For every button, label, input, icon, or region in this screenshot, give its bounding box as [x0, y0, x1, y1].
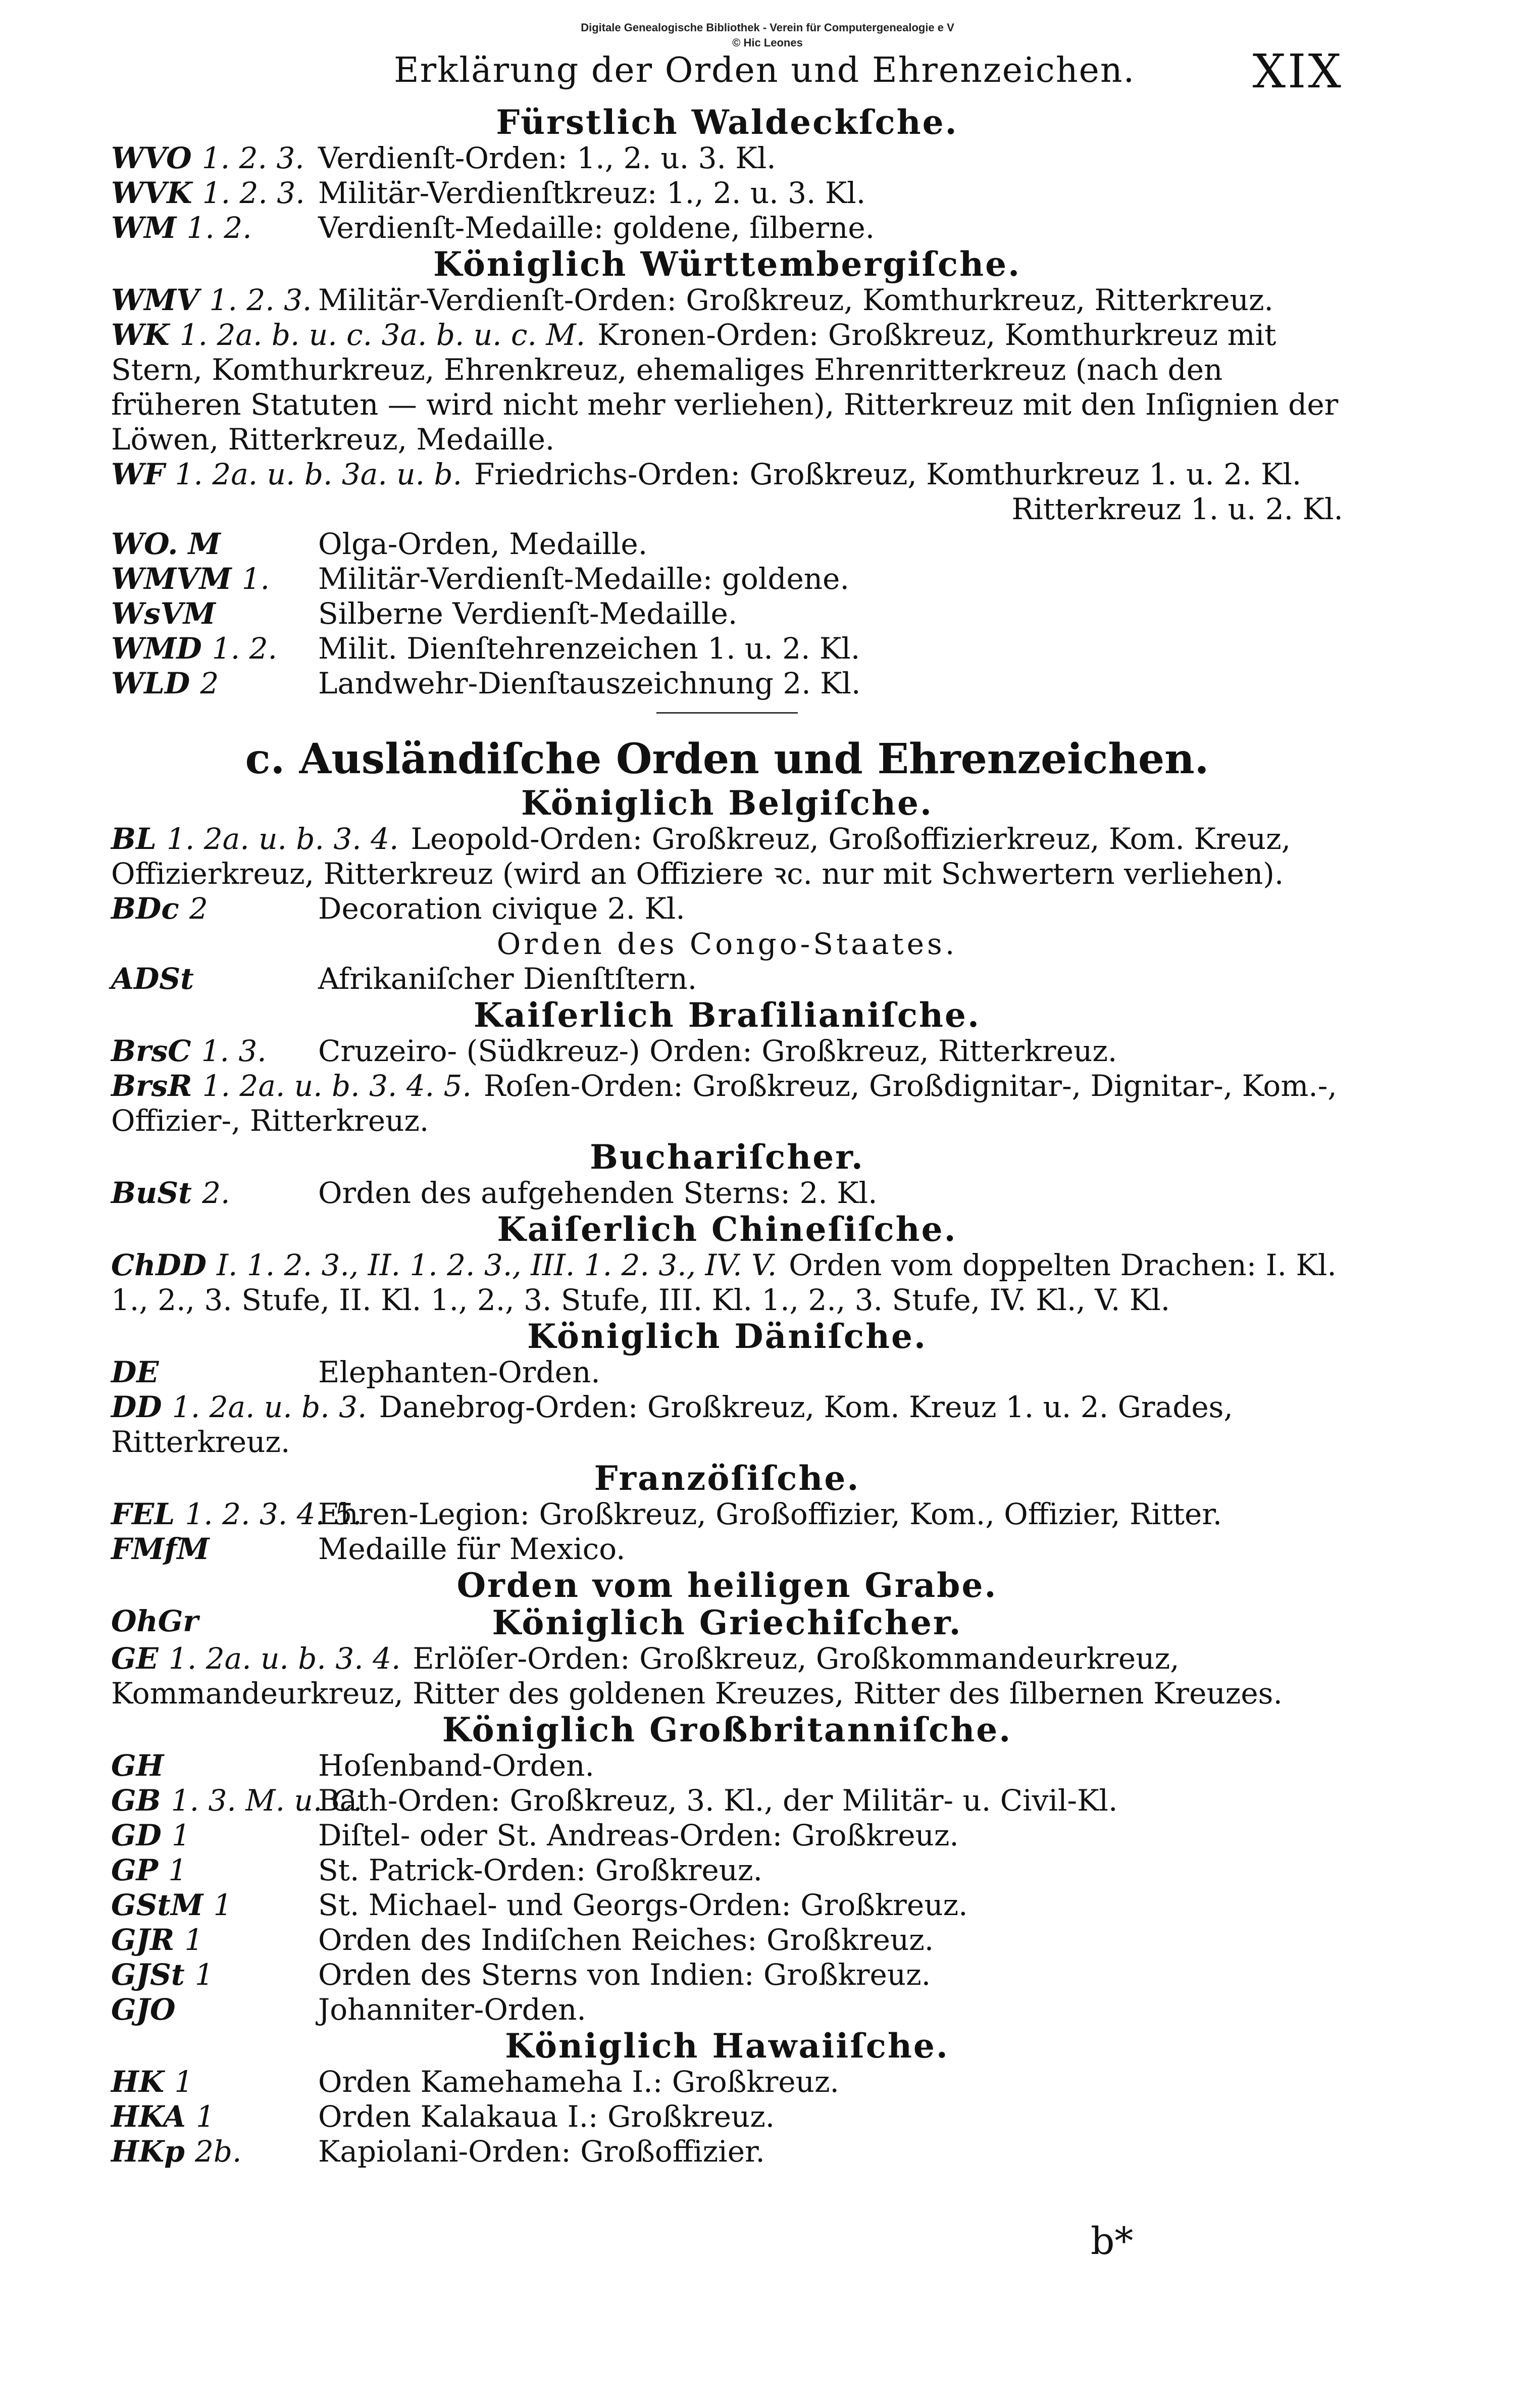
order-entry — [111, 1390, 1343, 1460]
order-description: Erlöſer-Orden: Großkreuz, Großkommandeurkreuz, Kommandeurkreuz, Ritter des goldenen Kreuzes, Ritter des ſilbernen Kreuzes. — [111, 1641, 1283, 1711]
abbr-grades: 1 — [196, 2099, 215, 2134]
watermark-line-1: Digitale Genealogische Bibliothek - Verein für Computergenealogie e V — [581, 21, 954, 34]
abbr-grades: 2 — [189, 891, 208, 926]
order-description: Ehren-Legion: Großkreuz, Großoffizier, Kom., Offizier, Ritter. — [318, 1497, 1222, 1531]
order-description: Cruzeiro- (Südkreuz-) Orden: Großkreuz, Ritterkreuz. — [318, 1034, 1117, 1068]
order-description: Landwehr-Dienſtauszeichnung 2. Kl. — [318, 666, 861, 700]
section-heading: Kaiſerlich Braſilianiſche. — [474, 995, 981, 1035]
order-abbreviation — [111, 1853, 313, 1888]
section-heading: Königlich Belgiſche. — [521, 783, 934, 823]
order-abbreviation — [111, 962, 313, 996]
abbr-grades: 1. 2a. u. b. 3. 4. — [167, 822, 399, 856]
order-abbreviation — [111, 2134, 313, 2169]
order-description: Decoration civique 2. Kl. — [318, 891, 685, 926]
section-heading: Orden des Congo-Staates. — [496, 927, 958, 961]
abbr-grades: 1 — [213, 1888, 232, 1922]
order-abbreviation — [111, 1748, 313, 1783]
order-abbreviation — [111, 1248, 777, 1282]
abbr-code: GH — [111, 1748, 164, 1783]
order-entry — [111, 527, 1343, 562]
order-description: Leopold-Orden: Großkreuz, Großoffizierkreuz, Kom. Kreuz, Offizierkreuz, Ritterkreuz (wird an Offiziere ꝛc. nur mit Schwertern verliehen). — [111, 822, 1291, 891]
watermark-line-2: © Hic Leones — [732, 36, 803, 49]
order-description: Militär-Verdienſt-Orden: Großkreuz, Komthurkreuz, Ritterkreuz. — [318, 283, 1273, 317]
part-title: c. Ausländiſche Orden und Ehrenzeichen. — [245, 735, 1209, 783]
abbr-code: BrsC — [111, 1034, 201, 1068]
abbr-grades: 1. 2. 3. — [209, 283, 312, 317]
section-heading: Kaiſerlich Chineſiſche. — [497, 1210, 957, 1249]
abbr-code: WM — [111, 211, 187, 245]
abbr-code: GJSt — [111, 1958, 195, 1992]
order-description: Orden Kalakaua I.: Großkreuz. — [318, 2099, 775, 2134]
order-description: Orden des Sterns von Indien: Großkreuz. — [318, 1958, 931, 1992]
signature-mark: b* — [1091, 2220, 1134, 2263]
order-entry — [111, 1992, 1343, 2027]
abbr-grades: I. 1. 2. 3., II. 1. 2. 3., III. 1. 2. 3., IV. V. — [217, 1248, 777, 1282]
abbr-grades: 1. 2. — [186, 211, 252, 245]
abbr-code: HK — [111, 2065, 175, 2099]
order-abbreviation — [111, 1497, 362, 1532]
order-abbreviation — [111, 1176, 313, 1211]
order-description-continued: Ritterkreuz 1. u. 2. Kl. — [1011, 492, 1343, 526]
abbr-code: FMfM — [111, 1532, 210, 1566]
abbr-code: GJR — [111, 1923, 185, 1957]
order-description: Militär-Verdienſt-Medaille: goldene. — [318, 562, 849, 596]
order-description: Kapiolani-Orden: Großoffizier. — [318, 2134, 765, 2169]
order-entry — [111, 962, 1343, 996]
abbr-grades: 1. 2a. u. b. 3a. u. b. — [175, 457, 463, 491]
section-heading: Buchariſcher. — [590, 1137, 864, 1177]
order-description: Bath-Orden: Großkreuz, 3. Kl., der Militär- u. Civil-Kl. — [318, 1783, 1118, 1818]
abbr-grades: 1. 2. 3. — [201, 141, 304, 175]
abbr-grades: 2 — [200, 666, 219, 700]
order-entry — [111, 1355, 1343, 1390]
order-entry — [111, 1034, 1343, 1069]
abbr-grades: 1 — [168, 1853, 187, 1887]
abbr-code: BuSt — [111, 1176, 202, 1210]
order-description: Kronen-Orden: Großkreuz, Komthurkreuz mit Stern, Komthurkreuz, Ehrenkreuz, ehemaliges Ehrenritterkreuz (nach den früheren Statuten — wird nicht mehr verliehen), Ritterkreuz mit den Inſignien der Löwen, Ritterkreuz, Medaille. — [111, 318, 1339, 457]
order-abbreviation — [111, 457, 462, 491]
order-abbreviation — [111, 1034, 313, 1069]
order-abbreviation — [111, 1888, 313, 1923]
section-heading: Königlich Großbritanniſche. — [442, 1710, 1012, 1749]
abbr-grades: 1. 2. 3. — [202, 176, 305, 210]
abbr-grades: 1. — [241, 562, 270, 596]
order-description: Orden des Indiſchen Reiches: Großkreuz. — [318, 1923, 934, 1957]
order-description: Verdienſt-Orden: 1., 2. u. 3. Kl. — [318, 141, 776, 175]
order-abbreviation — [111, 1818, 313, 1853]
order-entry — [111, 1176, 1343, 1211]
abbr-code: BrsR — [111, 1069, 202, 1103]
abbr-code: DD — [111, 1390, 172, 1424]
order-description: Danebrog-Orden: Großkreuz, Kom. Kreuz 1. u. 2. Grades, Ritterkreuz. — [111, 1390, 1233, 1459]
order-entry — [111, 176, 1343, 211]
order-entry — [111, 141, 1343, 176]
order-description: Orden vom doppelten Drachen: I. Kl. 1., 2., 3. Stufe, II. Kl. 1., 2., 3. Stufe, III. Kl. 1., 2., 3. Stufe, IV. Kl., V. Kl. — [111, 1248, 1337, 1317]
abbr-grades: 1. 2. 3. 4. 5. — [185, 1497, 362, 1531]
order-entry — [111, 822, 1343, 891]
abbr-grades: 1. 2a. u. b. 3. 4. 5. — [202, 1069, 472, 1103]
order-abbreviation — [111, 822, 398, 856]
abbr-grades: 1. 2a. u. b. 3. — [172, 1390, 367, 1424]
abbr-code: WK — [111, 318, 180, 352]
order-abbreviation — [111, 318, 585, 352]
abbr-code: WF — [111, 457, 175, 491]
order-abbreviation — [111, 141, 313, 176]
section-heading: Fürstlich Waldeckſche. — [496, 103, 958, 142]
order-entry — [111, 1818, 1343, 1853]
abbr-code: DE — [111, 1355, 159, 1389]
order-abbreviation — [111, 631, 313, 666]
order-description: Friedrichs-Orden: Großkreuz, Komthurkreuz 1. u. 2. Kl. — [474, 457, 1302, 491]
order-entry — [111, 596, 1343, 631]
order-entry — [111, 2134, 1343, 2169]
section-heading: Königlich Hawaiiſche. — [505, 2026, 949, 2066]
order-description: Milit. Dienſtehrenzeichen 1. u. 2. Kl. — [318, 631, 860, 666]
abbr-code: WO. M — [111, 527, 221, 561]
section-heading: Königlich Däniſche. — [527, 1317, 928, 1356]
abbr-code: GE — [111, 1641, 169, 1676]
order-description: Roſen-Orden: Großkreuz, Großdignitar-, Dignitar-, Kom.-, Offizier-, Ritterkreuz. — [111, 1069, 1337, 1138]
order-entry — [111, 1248, 1343, 1318]
order-description: Orden des aufgehenden Sterns: 2. Kl. — [318, 1176, 878, 1210]
order-abbreviation — [111, 211, 313, 245]
order-description: St. Michael- und Georgs-Orden: Großkreuz. — [318, 1888, 968, 1922]
abbr-code: WMD — [111, 631, 212, 666]
order-entry — [111, 211, 1343, 245]
abbr-code: GD — [111, 1818, 172, 1852]
section-heading: Königlich Württembergiſche. — [433, 244, 1021, 284]
abbr-code: ADSt — [111, 962, 194, 996]
order-description: Medaille für Mexico. — [318, 1532, 626, 1566]
abbr-code: WLD — [111, 666, 200, 700]
abbr-code: WMV — [111, 283, 210, 317]
abbr-code: BDc — [111, 891, 189, 926]
abbr-grades: 1. 2a. b. u. c. 3a. b. u. c. M. — [179, 318, 586, 352]
section-divider — [656, 712, 798, 714]
page-title: Erklärung der Orden und Ehrenzeichen. — [394, 51, 1136, 90]
abbr-grades: 1. 3. — [201, 1034, 267, 1068]
order-abbreviation — [111, 1783, 363, 1818]
order-description: Olga-Orden, Medaille. — [318, 527, 648, 561]
order-entry — [111, 1641, 1343, 1711]
page-number: XIX — [1252, 44, 1343, 98]
order-entry — [111, 631, 1343, 666]
order-entry — [111, 666, 1343, 701]
abbr-code: ChDD — [111, 1248, 217, 1282]
order-abbreviation — [111, 283, 313, 318]
order-abbreviation — [111, 1532, 313, 1567]
order-entry — [111, 562, 1343, 596]
abbr-code: WVO — [111, 141, 202, 175]
order-abbreviation — [111, 1390, 367, 1424]
abbr-grades: 1. 3. M. u. C. — [171, 1783, 363, 1818]
abbr-grades: 1. 2a. u. b. 3. 4. — [168, 1641, 401, 1676]
order-entry — [111, 1853, 1343, 1888]
abbr-grades: 2. — [202, 1176, 230, 1210]
section-heading: Franzöſiſche. — [594, 1459, 860, 1498]
abbr-code: BL — [111, 822, 167, 856]
order-abbreviation — [111, 1604, 313, 1639]
abbr-grades: 1. 2. — [212, 631, 277, 666]
abbr-code: WsVM — [111, 596, 216, 631]
order-abbreviation — [111, 2065, 313, 2099]
page-content — [111, 104, 1343, 2169]
order-entry — [111, 2099, 1343, 2134]
abbr-code: FEL — [111, 1497, 185, 1531]
order-description: Diſtel- oder St. Andreas-Orden: Großkreuz. — [318, 1818, 959, 1852]
order-description: Militär-Verdienſtkreuz: 1., 2. u. 3. Kl. — [318, 176, 866, 210]
abbr-code: GStM — [111, 1888, 214, 1922]
abbr-code: HKA — [111, 2099, 196, 2134]
order-entry — [111, 2065, 1343, 2099]
abbr-grades: 1 — [174, 2065, 193, 2099]
order-abbreviation — [111, 562, 313, 596]
abbr-code: OhGr — [111, 1604, 198, 1638]
order-entry — [111, 1748, 1343, 1783]
order-entry — [111, 1958, 1343, 1992]
order-abbreviation — [111, 666, 313, 701]
order-description: Verdienſt-Medaille: goldene, ſilberne. — [318, 211, 875, 245]
abbr-grades: 1 — [184, 1923, 203, 1957]
abbr-code: GP — [111, 1853, 169, 1887]
abbr-grades: 2b. — [194, 2134, 242, 2169]
order-abbreviation — [111, 1958, 313, 1992]
abbr-code: GB — [111, 1783, 171, 1818]
order-entry — [111, 1783, 1343, 1818]
abbr-grades: 1 — [194, 1958, 214, 1992]
abbr-code: HKp — [111, 2134, 195, 2169]
order-abbreviation — [111, 1923, 313, 1958]
abbr-code: WVK — [111, 176, 202, 210]
order-description: Johanniter-Orden. — [318, 1992, 586, 2027]
section-heading: Königlich Griechiſcher. — [492, 1603, 962, 1642]
order-entry — [111, 318, 1343, 457]
abbr-code: GJO — [111, 1992, 176, 2027]
section-heading: Orden vom heiligen Grabe. — [456, 1566, 998, 1605]
order-description: Elephanten-Orden. — [318, 1355, 600, 1389]
order-description: Silberne Verdienſt-Medaille. — [318, 596, 738, 631]
order-entry — [111, 891, 1343, 926]
abbr-code: WMVM — [111, 562, 242, 596]
order-entry — [111, 1532, 1343, 1567]
order-abbreviation — [111, 1992, 313, 2027]
abbr-grades: 1 — [172, 1818, 190, 1852]
order-entry — [111, 1069, 1343, 1138]
order-entry — [111, 283, 1343, 318]
order-abbreviation — [111, 1069, 472, 1103]
order-abbreviation — [111, 1355, 313, 1390]
order-abbreviation — [111, 1641, 400, 1676]
order-abbreviation — [111, 891, 313, 926]
order-entry — [111, 1923, 1343, 1958]
order-description: Orden Kamehameha I.: Großkreuz. — [318, 2065, 839, 2099]
order-abbreviation — [111, 176, 313, 211]
order-description: St. Patrick-Orden: Großkreuz. — [318, 1853, 763, 1887]
order-abbreviation — [111, 527, 313, 562]
order-description: Hoſenband-Orden. — [318, 1748, 594, 1783]
order-abbreviation — [111, 2099, 313, 2134]
order-description: Afrikaniſcher Dienſtſtern. — [318, 962, 697, 996]
order-abbreviation — [111, 596, 313, 631]
order-entry — [111, 457, 1343, 527]
order-entry — [111, 1497, 1343, 1532]
order-entry — [111, 1888, 1343, 1923]
